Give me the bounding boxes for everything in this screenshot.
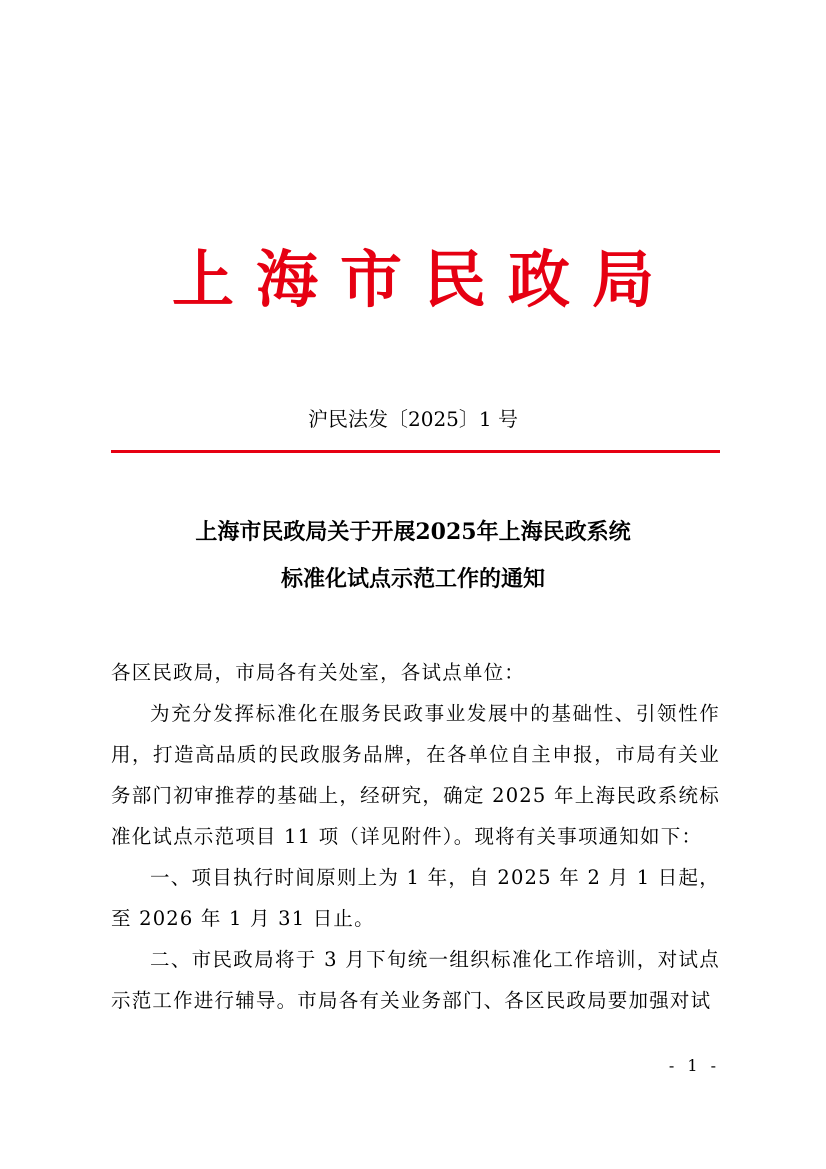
notice-body [111, 652, 720, 1021]
masthead-title: 上海市民政局 [171, 243, 676, 316]
red-divider-line [111, 450, 720, 453]
notice-title-line-2: 标准化试点示范工作的通知 [280, 566, 545, 592]
notice-title-line-1: 上海市民政局关于开展2025年上海民政系统 [195, 519, 631, 545]
paragraph-item-1: 一、项目执行时间原则上为 1 年，自 2025 年 2 月 1 日起，至 2026 年 1 月 31 日止。 [111, 866, 720, 930]
document-number: 沪民法发〔2025〕1 号 [308, 407, 518, 431]
paragraph-intro: 为充分发挥标准化在服务民政事业发展中的基础性、引领性作用，打造高品质的民政服务品牌，在各单位自主申报，市局有关业务部门初审推荐的基础上，经研究，确定 2025 年上海民政系统标准化试点示范项目 11 项（详见附件）。现将有关事项通知如下： [111, 702, 720, 848]
paragraph-item-2: 二、市民政局将于 3 月下旬统一组织标准化工作培训，对试点示范工作进行辅导。市局各有关业务部门、各区民政局要加强对试 [111, 948, 720, 1012]
page-number: - 1 - [668, 1056, 720, 1075]
salutation: 各区民政局，市局各有关处室，各试点单位： [111, 661, 526, 684]
